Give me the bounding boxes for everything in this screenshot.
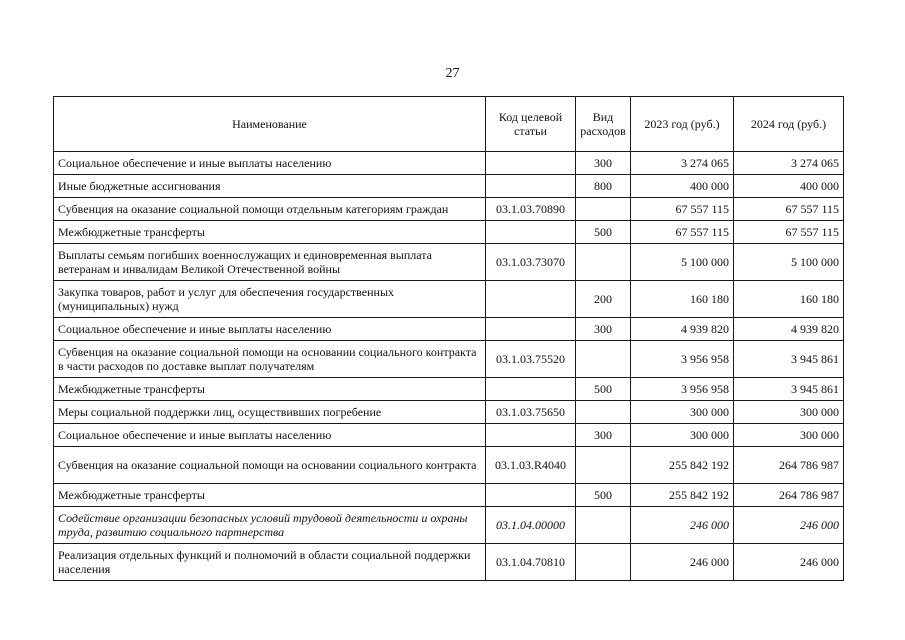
cell-code: 03.1.04.00000 [486,507,576,544]
cell-vid: 500 [576,378,631,401]
cell-code [486,152,576,175]
cell-vid [576,401,631,424]
cell-2023: 3 956 958 [631,378,734,401]
cell-2024: 160 180 [734,281,844,318]
cell-vid: 300 [576,152,631,175]
table-row [54,507,844,544]
table-row [54,198,844,221]
cell-2024: 264 786 987 [734,447,844,484]
cell-2023: 255 842 192 [631,447,734,484]
cell-code [486,318,576,341]
cell-2024: 264 786 987 [734,484,844,507]
cell-2024: 4 939 820 [734,318,844,341]
cell-vid [576,507,631,544]
cell-name: Межбюджетные трансферты [54,484,486,507]
cell-code [486,221,576,244]
cell-2024: 3 945 861 [734,378,844,401]
cell-2023: 3 274 065 [631,152,734,175]
table-row [54,221,844,244]
cell-2024: 400 000 [734,175,844,198]
cell-2024: 67 557 115 [734,221,844,244]
cell-2023: 255 842 192 [631,484,734,507]
cell-name: Межбюджетные трансферты [54,378,486,401]
cell-2023: 5 100 000 [631,244,734,281]
cell-vid [576,447,631,484]
header-2023: 2023 год (руб.) [631,97,734,152]
cell-2023: 160 180 [631,281,734,318]
cell-vid [576,341,631,378]
header-name: Наименование [54,97,486,152]
cell-2023: 300 000 [631,424,734,447]
table-row [54,378,844,401]
cell-2023: 4 939 820 [631,318,734,341]
cell-name: Межбюджетные трансферты [54,221,486,244]
cell-vid: 300 [576,318,631,341]
cell-2023: 246 000 [631,544,734,581]
cell-2024: 3 945 861 [734,341,844,378]
table-row [54,318,844,341]
cell-code: 03.1.03.R4040 [486,447,576,484]
cell-name: Иные бюджетные ассигнования [54,175,486,198]
table-row [54,281,844,318]
table-row [54,341,844,378]
cell-name: Закупка товаров, работ и услуг для обеспечения государственных (муниципальных) нужд [54,281,486,318]
cell-vid: 200 [576,281,631,318]
cell-2024: 246 000 [734,507,844,544]
cell-code [486,281,576,318]
cell-2024: 300 000 [734,401,844,424]
cell-2023: 67 557 115 [631,198,734,221]
cell-code: 03.1.04.70810 [486,544,576,581]
cell-code: 03.1.03.70890 [486,198,576,221]
table-header-row [54,97,844,152]
cell-name: Субвенция на оказание социальной помощи на основании социального контракта [54,447,486,484]
cell-code [486,424,576,447]
cell-2024: 5 100 000 [734,244,844,281]
cell-name: Содействие организации безопасных условий трудовой деятельности и охраны труда, развитию социального партнерства [54,507,486,544]
cell-code: 03.1.03.73070 [486,244,576,281]
cell-code [486,175,576,198]
cell-2024: 67 557 115 [734,198,844,221]
cell-2024: 246 000 [734,544,844,581]
table-row [54,424,844,447]
table-row [54,152,844,175]
cell-vid: 800 [576,175,631,198]
header-vid: Вид расходов [576,97,631,152]
cell-code: 03.1.03.75650 [486,401,576,424]
cell-code: 03.1.03.75520 [486,341,576,378]
cell-2024: 300 000 [734,424,844,447]
cell-name: Меры социальной поддержки лиц, осуществивших погребение [54,401,486,424]
cell-code [486,484,576,507]
cell-2023: 400 000 [631,175,734,198]
cell-name: Субвенция на оказание социальной помощи отдельным категориям граждан [54,198,486,221]
cell-vid: 300 [576,424,631,447]
cell-name: Субвенция на оказание социальной помощи на основании социального контракта в части расходов по доставке выплат получателям [54,341,486,378]
cell-2024: 3 274 065 [734,152,844,175]
cell-2023: 67 557 115 [631,221,734,244]
cell-code [486,378,576,401]
cell-name: Социальное обеспечение и иные выплаты населению [54,424,486,447]
table-row [54,401,844,424]
cell-vid: 500 [576,484,631,507]
cell-2023: 3 956 958 [631,341,734,378]
cell-vid [576,244,631,281]
cell-vid [576,198,631,221]
table-row [54,244,844,281]
table-row [54,544,844,581]
cell-name: Социальное обеспечение и иные выплаты населению [54,152,486,175]
table-row [54,175,844,198]
cell-2023: 246 000 [631,507,734,544]
cell-2023: 300 000 [631,401,734,424]
budget-table [53,96,844,581]
header-code: Код целевой статьи [486,97,576,152]
cell-name: Реализация отдельных функций и полномочий в области социальной поддержки населения [54,544,486,581]
cell-vid [576,544,631,581]
cell-vid: 500 [576,221,631,244]
table-row [54,447,844,484]
table-row [54,484,844,507]
page-number: 27 [445,66,460,81]
cell-name: Выплаты семьям погибших военнослужащих и единовременная выплата ветеранам и инвалидам Великой Отечественной войны [54,244,486,281]
cell-name: Социальное обеспечение и иные выплаты населению [54,318,486,341]
header-2024: 2024 год (руб.) [734,97,844,152]
